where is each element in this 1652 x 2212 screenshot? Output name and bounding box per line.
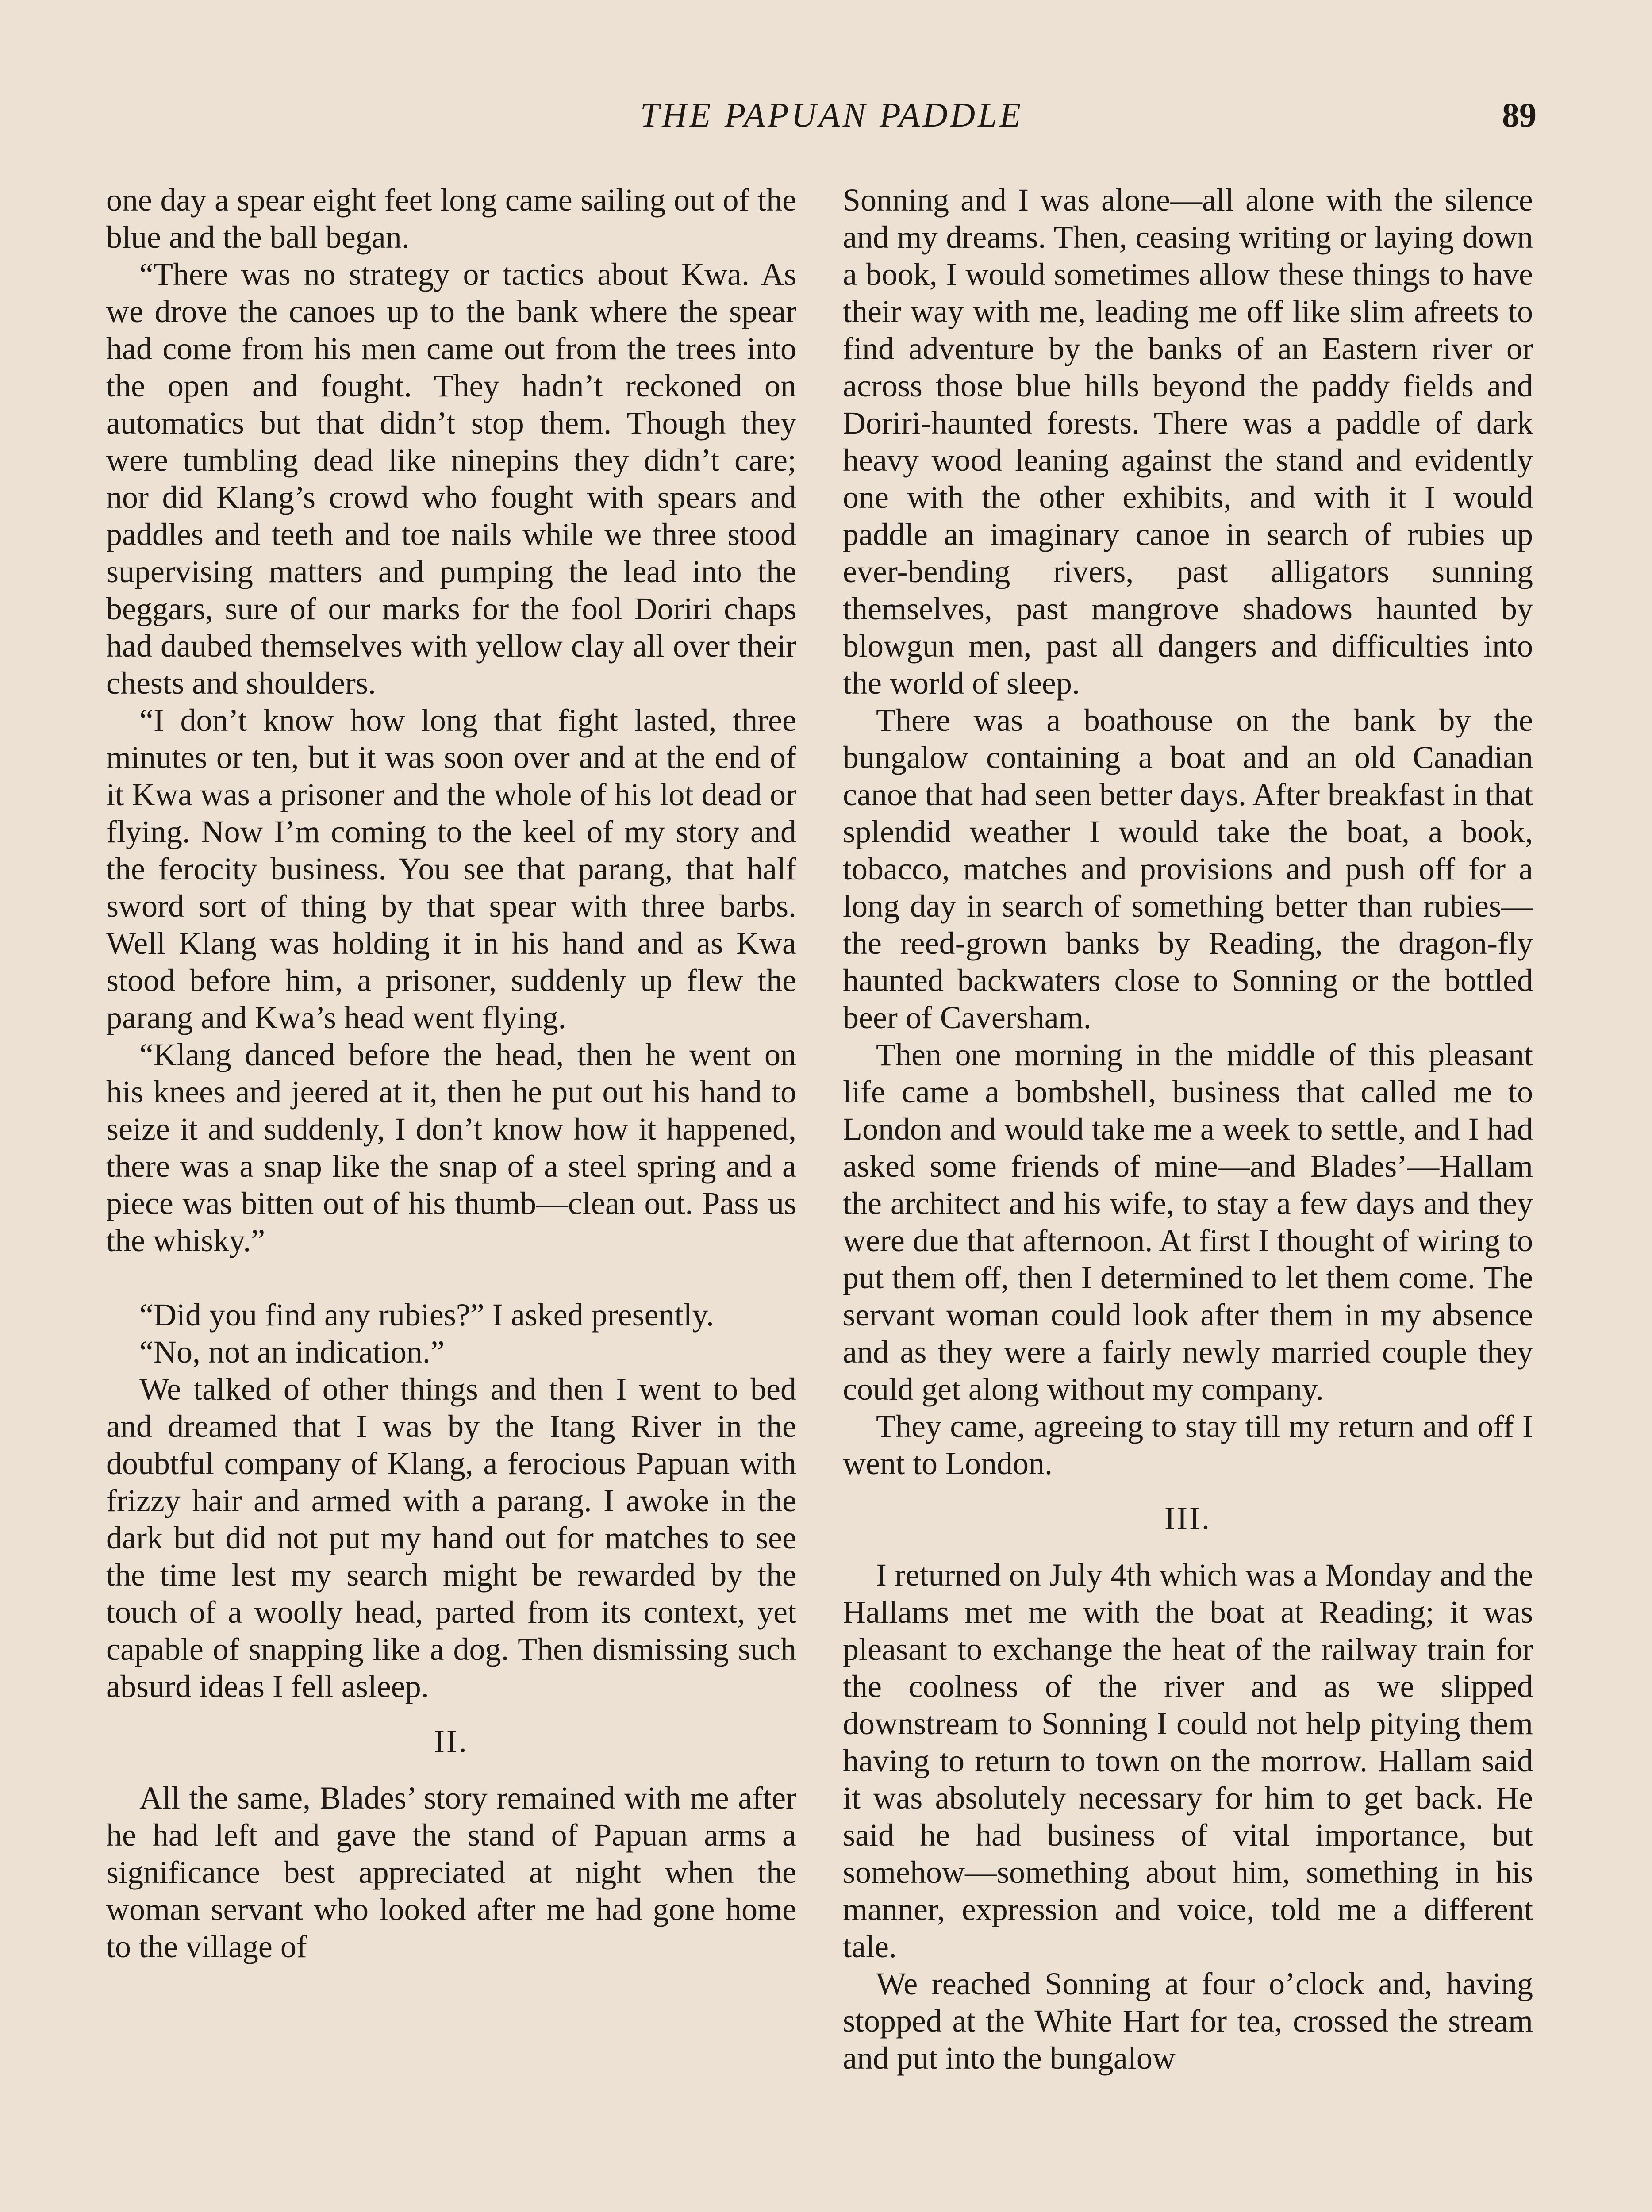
section-heading: II. — [434, 1724, 469, 1759]
paragraph: There was a boathouse on the bank by the bungalow containing a boat and an old Canadian canoe that had seen better days. After breakfast in that splendid weather I would take the boat, a book, tobacco, matches and provisions and push off for a long day in search of something better than rubies—the reed-grown banks by Reading, the dragon-fly haunted backwaters close to Sonning or the bottled beer of Caversham. — [843, 703, 1533, 1035]
paragraph: All the same, Blades’ story remained with me after he had left and gave the stand of Papuan arms a significance best appreciated at night when the woman servant who looked after me had gone home to the village of — [106, 1780, 796, 1964]
paragraph: Sonning and I was alone—all alone with the silence and my dreams. Then, ceasing writing or laying down a book, I would sometimes allow these things to have their way with me, leading me off like slim afreets to find adventure by the banks of an Eastern river or across those blue hills beyond the paddy fields and Doriri-haunted forests. There was a paddle of dark heavy wood leaning against the stand and evidently one with the other exhibits, and with it I would paddle an imaginary canoe in search of rubies up ever-bending rivers, past alligators sunning themselves, past mangrove shadows haunted by blowgun men, past all dangers and difficulties into the world of sleep. — [843, 182, 1533, 701]
paragraph: They came, agreeing to stay till my return and off I went to London. — [843, 1409, 1533, 1481]
paragraph: “Klang danced before the head, then he went on his knees and jeered at it, then he put out his hand to seize it and suddenly, I don’t know how it happened, there was a snap like the snap of a steel spring and a piece was bitten out of his thumb—clean out. Pass us the whisky.” — [106, 1037, 796, 1258]
running-head: THE PAPUAN PADDLE — [640, 96, 1024, 134]
paragraph: “No, not an indication.” — [139, 1334, 445, 1370]
paragraph: one day a spear eight feet long came sailing out of the blue and the ball began. — [106, 182, 796, 255]
section-heading: III. — [1164, 1501, 1211, 1536]
paragraph: “There was no strategy or tactics about Kwa. As we drove the canoes up to the bank where the spear had come from his men came out from the trees into the open and fought. They hadn’t reckoned on automatics but that didn’t stop them. Though they were tumbling dead like ninepins they didn’t care; nor did Klang’s crowd who fought with spears and paddles and teeth and toe nails while we three stood supervising matters and pumping the lead into the beggars, sure of our marks for the fool Doriri chaps had daubed themselves with yellow clay all over their chests and shoulders. — [106, 257, 796, 701]
paragraph: We reached Sonning at four o’clock and, having stopped at the White Hart for tea, crossed the stream and put into the bungalow — [843, 1966, 1533, 2076]
paragraph: I returned on July 4th which was a Monday and the Hallams met me with the boat at Reading; it was pleasant to exchange the heat of the railway train for the coolness of the river and as we slipped downstream to Sonning I could not help pitying them having to return to town on the morrow. Hallam said it was absolutely necessary for him to get back. He said he had business of vital importance, but somehow—something about him, something in his manner, expression and voice, told me a different tale. — [843, 1557, 1533, 1964]
right-column — [843, 181, 1533, 2077]
paragraph: Then one morning in the middle of this pleasant life came a bombshell, business that called me to London and would take me a week to settle, and I had asked some friends of mine—and Blades’—Hallam the architect and his wife, to stay a few days and they were due that afternoon. At first I thought of wiring to put them off, then I determined to let them come. The servant woman could look after them in my absence and as they were a fairly newly married couple they could get along without my company. — [843, 1037, 1533, 1407]
paragraph: “Did you find any rubies?” I asked presently. — [139, 1297, 714, 1333]
paragraph: “I don’t know how long that fight lasted, three minutes or ten, but it was soon over and at the end of it Kwa was a prisoner and the whole of his lot dead or flying. Now I’m coming to the keel of my story and the ferocity business. You see that parang, that half sword sort of thing by that spear with three barbs. Well Klang was holding it in his hand and as Kwa stood before him, a prisoner, suddenly up flew the parang and Kwa’s head went flying. — [106, 703, 796, 1035]
left-column — [106, 181, 796, 1965]
page-number: 89 — [1502, 96, 1537, 134]
paragraph: We talked of other things and then I went to bed and dreamed that I was by the Itang River in the doubtful company of Klang, a ferocious Papuan with frizzy hair and armed with a parang. I awoke in the dark but did not put my hand out for matches to see the time lest my search might be rewarded by the touch of a woolly head, parted from its context, yet capable of snapping like a dog. Then dismissing such absurd ideas I fell asleep. — [106, 1371, 796, 1704]
